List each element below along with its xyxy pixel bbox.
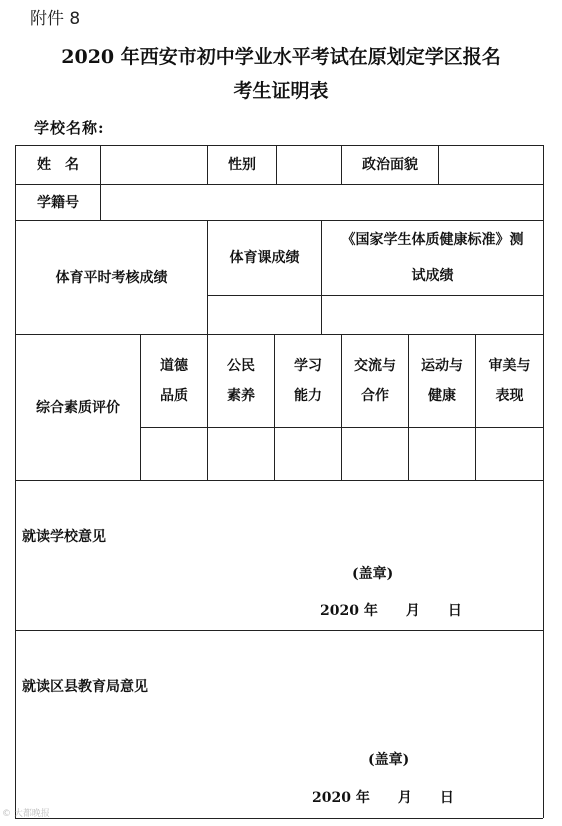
comprehensive-quality-label: 综合素质评价 <box>36 399 120 416</box>
category-line: 审美与 <box>488 358 531 374</box>
political-status-field[interactable] <box>439 146 543 184</box>
quality-category-learning <box>275 335 341 427</box>
document-title-line2: 考生证明表 <box>233 80 329 102</box>
bureau-opinion-label: 就读区县教育局意见 <box>22 679 148 695</box>
political-status-label: 政治面貌 <box>362 157 418 173</box>
bureau-seal-label: (盖章) <box>368 752 410 768</box>
category-line: 表现 <box>495 388 524 404</box>
pe-course-score-field[interactable] <box>208 296 321 334</box>
category-line: 运动与 <box>421 358 463 374</box>
student-id-field[interactable] <box>101 185 543 220</box>
quality-civic-field[interactable] <box>208 428 274 480</box>
pe-regular-score-label: 体育平时考核成绩 <box>55 269 168 286</box>
school-date-label: 2020 年 月 日 <box>320 603 462 619</box>
category-line: 素养 <box>227 388 255 404</box>
category-line: 健康 <box>428 388 456 404</box>
quality-moral-field[interactable] <box>141 428 207 480</box>
quality-learning-field[interactable] <box>275 428 341 480</box>
category-line: 品质 <box>160 388 188 404</box>
fitness-standard-score-field[interactable] <box>322 296 543 334</box>
quality-aesthetics-field[interactable] <box>476 428 543 480</box>
name-label: 姓 名 <box>37 157 79 173</box>
name-field[interactable] <box>101 146 207 184</box>
quality-category-aesthetics <box>476 335 543 427</box>
category-line: 学习 <box>294 358 322 374</box>
watermark-text: © 大都晚报 <box>2 809 50 819</box>
quality-category-communication <box>342 335 408 427</box>
category-line: 能力 <box>294 388 322 404</box>
school-name-label: 学校名称: <box>34 119 105 137</box>
quality-category-civic <box>208 335 274 427</box>
category-line: 交流与 <box>354 358 396 374</box>
pe-course-score-label: 体育课成绩 <box>229 250 300 266</box>
fitness-standard-label-line2: 试成绩 <box>411 268 454 284</box>
school-opinion-label: 就读学校意见 <box>22 529 106 545</box>
quality-category-sports <box>409 335 475 427</box>
quality-category-moral <box>141 335 207 427</box>
fitness-standard-label-line1: 《国家学生体质健康标准》测 <box>341 232 524 248</box>
bureau-date-label: 2020 年 月 日 <box>312 790 454 806</box>
quality-communication-field[interactable] <box>342 428 408 480</box>
fitness-standard-score-label <box>322 221 543 295</box>
student-id-label: 学籍号 <box>37 194 79 211</box>
gender-label: 性别 <box>228 157 256 173</box>
annex-label: 附件 8 <box>30 9 81 29</box>
quality-sports-field[interactable] <box>409 428 475 480</box>
category-line: 公民 <box>227 358 255 374</box>
document-title-line1: 2020 年西安市初中学业水平考试在原划定学区报名 <box>61 46 501 68</box>
category-line: 道德 <box>160 358 188 374</box>
category-line: 合作 <box>361 388 389 404</box>
gender-field[interactable] <box>277 146 341 184</box>
school-seal-label: (盖章) <box>352 566 394 582</box>
